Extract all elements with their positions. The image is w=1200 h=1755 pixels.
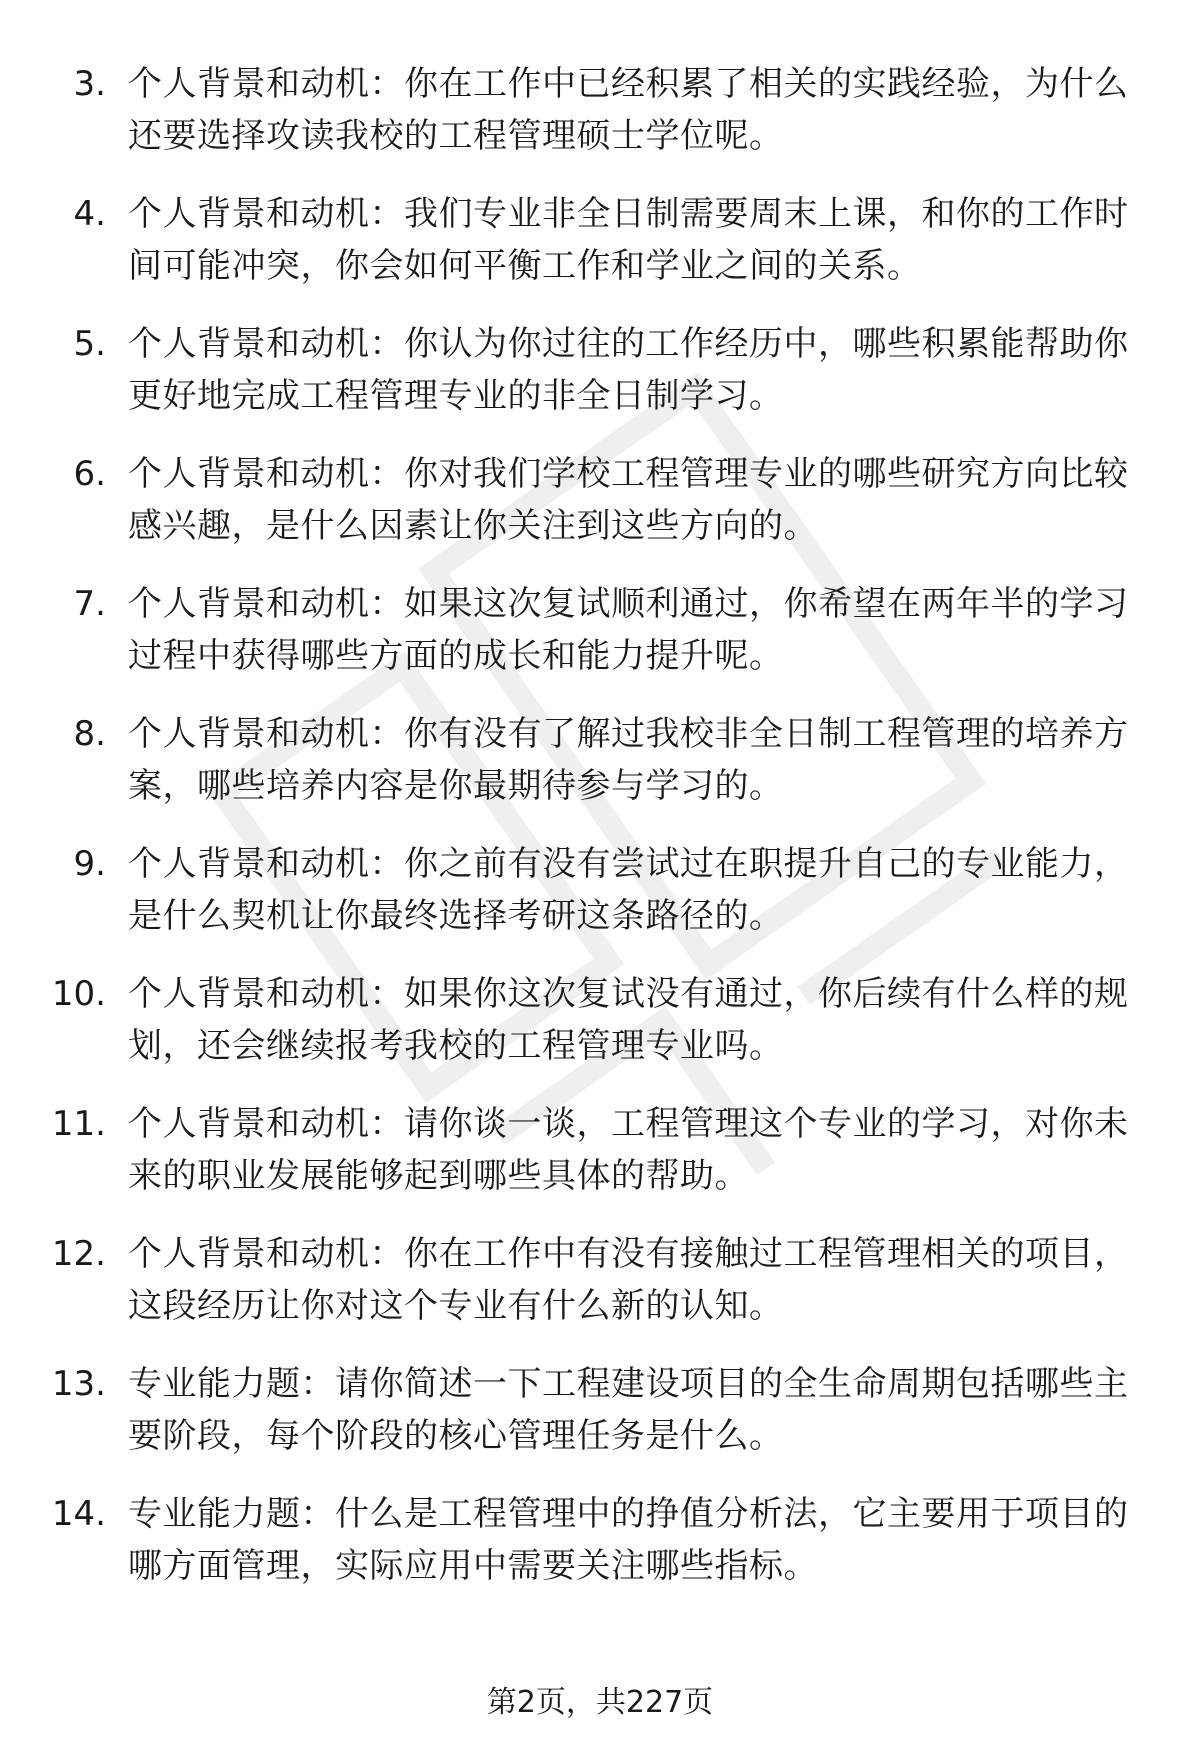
list-item (0, 578, 1200, 708)
list-item (0, 188, 1200, 318)
list-item (0, 1228, 1200, 1358)
question-text: 专业能力题：请你简述一下工程建设项目的全生命周期包括哪些主要阶段，每个阶段的核心管理任务是什么。 (128, 1364, 1129, 1456)
question-number: 14. (51, 1494, 106, 1534)
question-text: 个人背景和动机：如果这次复试顺利通过，你希望在两年半的学习过程中获得哪些方面的成长和能力提升呢。 (128, 584, 1129, 676)
list-item (0, 318, 1200, 448)
question-text: 个人背景和动机：请你谈一谈，工程管理这个专业的学习，对你未来的职业发展能够起到哪些具体的帮助。 (128, 1104, 1129, 1196)
list-item (0, 968, 1200, 1098)
list-item (0, 448, 1200, 578)
question-number: 9. (73, 844, 106, 884)
page-footer: 第2页，共227页 (486, 1685, 714, 1720)
question-text: 个人背景和动机：你对我们学校工程管理专业的哪些研究方向比较感兴趣，是什么因素让你关注到这些方向的。 (128, 454, 1129, 546)
list-item (0, 58, 1200, 188)
list-item (0, 1488, 1200, 1618)
question-number: 5. (73, 324, 106, 364)
question-text: 个人背景和动机：你在工作中有没有接触过工程管理相关的项目，这段经历让你对这个专业有什么新的认知。 (128, 1234, 1129, 1326)
list-item (0, 708, 1200, 838)
question-text: 个人背景和动机：你有没有了解过我校非全日制工程管理的培养方案，哪些培养内容是你最期待参与学习的。 (128, 714, 1129, 806)
list-item (0, 1098, 1200, 1228)
question-number: 7. (73, 584, 106, 624)
list-item (0, 1358, 1200, 1488)
question-number: 10. (51, 974, 106, 1014)
question-text: 个人背景和动机：你认为你过往的工作经历中，哪些积累能帮助你更好地完成工程管理专业的非全日制学习。 (128, 324, 1129, 416)
list-item (0, 838, 1200, 968)
question-list (0, 58, 1200, 1618)
question-text: 个人背景和动机：你在工作中已经积累了相关的实践经验，为什么还要选择攻读我校的工程管理硕士学位呢。 (128, 64, 1129, 156)
question-number: 13. (51, 1364, 106, 1404)
question-number: 8. (73, 714, 106, 754)
question-number: 3. (73, 64, 106, 104)
question-text: 个人背景和动机：我们专业非全日制需要周末上课，和你的工作时间可能冲突，你会如何平衡工作和学业之间的关系。 (128, 194, 1129, 286)
question-number: 6. (73, 454, 106, 494)
question-number: 12. (51, 1234, 106, 1274)
question-text: 个人背景和动机：如果你这次复试没有通过，你后续有什么样的规划，还会继续报考我校的工程管理专业吗。 (128, 974, 1129, 1066)
question-text: 个人背景和动机：你之前有没有尝试过在职提升自己的专业能力，是什么契机让你最终选择考研这条路径的。 (128, 844, 1129, 936)
question-number: 11. (51, 1104, 106, 1144)
question-text: 专业能力题：什么是工程管理中的挣值分析法，它主要用于项目的哪方面管理，实际应用中需要关注哪些指标。 (128, 1494, 1129, 1586)
question-number: 4. (73, 194, 106, 234)
